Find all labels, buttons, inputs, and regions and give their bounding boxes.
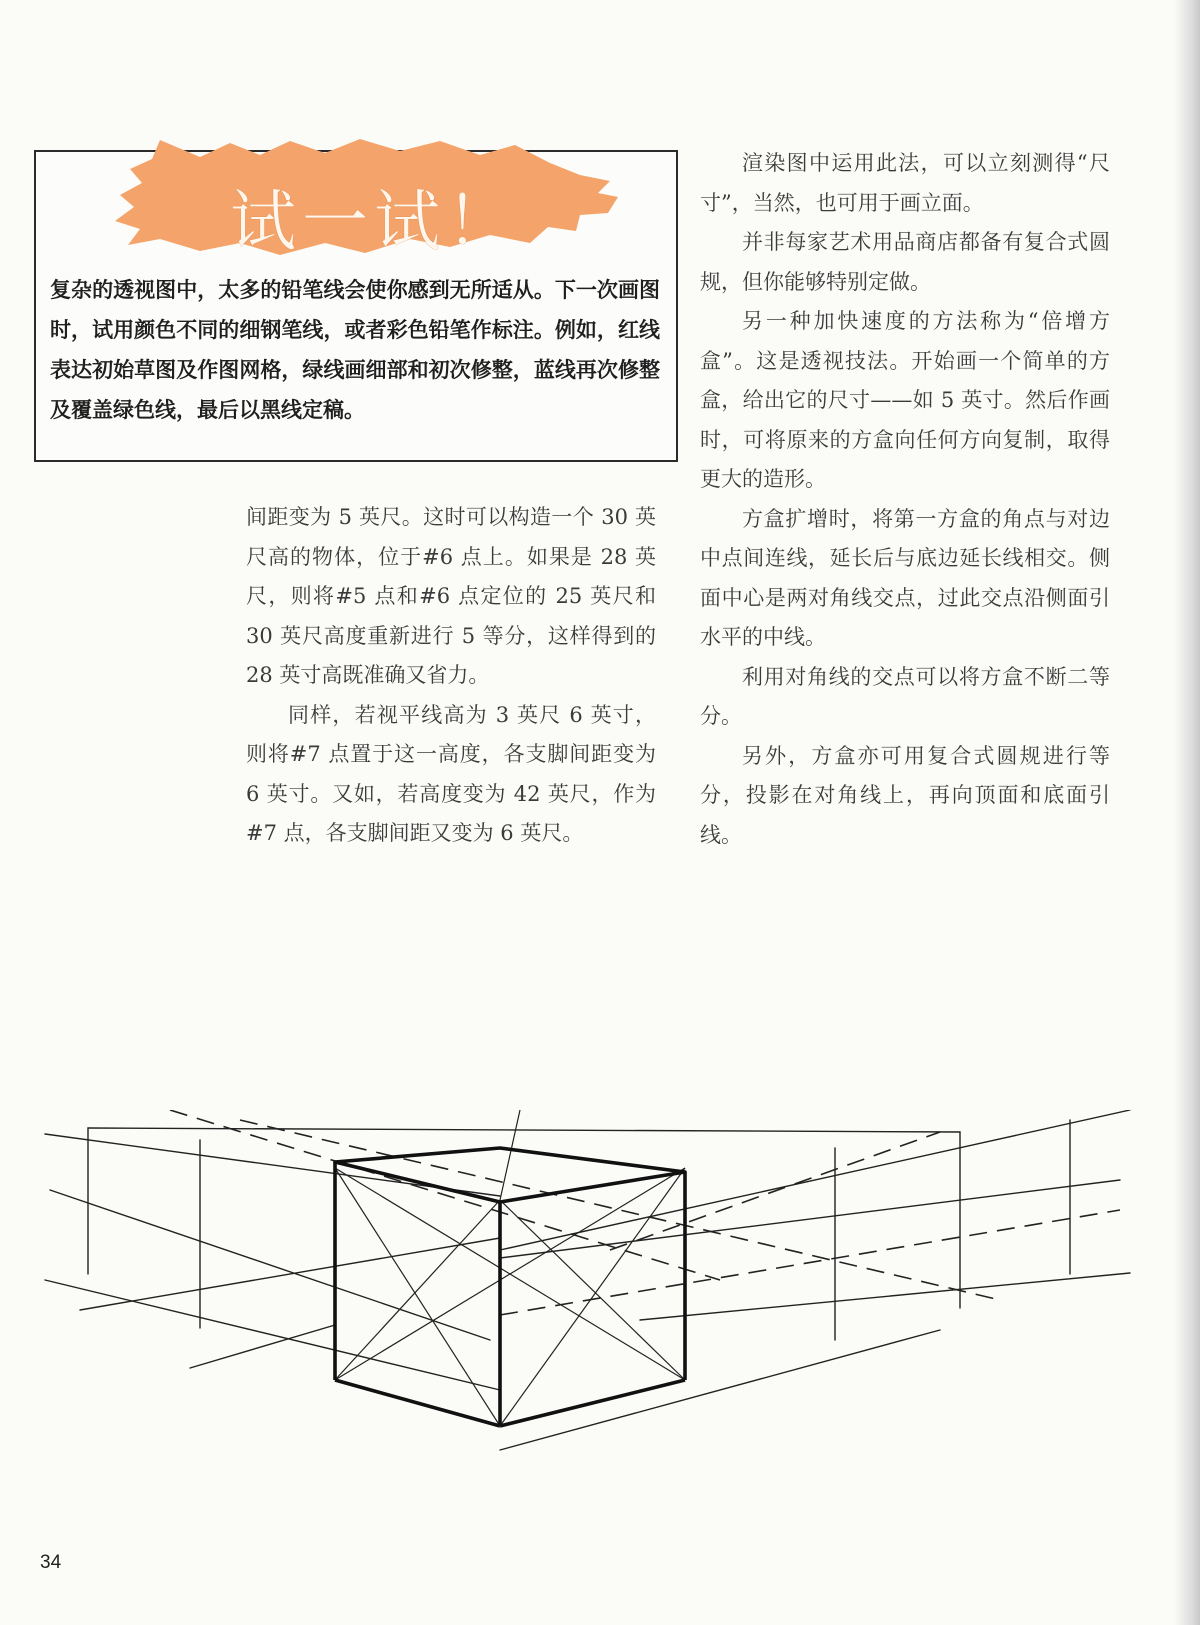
middle-column xyxy=(246,498,656,854)
tip-body: 复杂的透视图中，太多的铅笔线会使你感到无所适从。下一次画图时，试用颜色不同的细钢笔线，或者彩色铅笔作标注。例如，红线表达初始草图及作图网格，绿线画细部和初次修整，蓝线再次修整及覆盖绿色线，最后以黑线定稿。 xyxy=(50,278,660,422)
middle-paragraph-1: 间距变为 5 英尺。这时可以构造一个 30 英尺高的物体，位于#6 点上。如果是 28 英尺，则将#5 点和#6 点定位的 25 英尺和 30 英尺高度重新进行 5 等分，这样得到的 28 英寸高既准确又省力。 xyxy=(246,505,656,687)
right-paragraph-4: 方盒扩增时，将第一方盒的角点与对边中点间连线，延长后与底边延长线相交。侧面中心是两对角线交点，过此交点沿侧面引水平的中线。 xyxy=(700,506,1110,649)
right-column xyxy=(700,144,1110,855)
page-edge-shadow xyxy=(1174,0,1200,1625)
right-paragraph-3: 另一种加快速度的方法称为“倍增方盒”。这是透视技法。开始画一个简单的方盒，给出它的尺寸——如 5 英寸。然后作画时，可将原来的方盒向任何方向复制，取得更大的造形。 xyxy=(700,309,1110,491)
box-multiplication-diagram xyxy=(40,1110,1170,1490)
page-number: 34 xyxy=(40,1552,62,1573)
tip-title: 试一试！ xyxy=(230,183,518,260)
right-paragraph-1: 渲染图中运用此法，可以立刻测得“尺寸”，当然，也可用于画立面。 xyxy=(700,151,1110,215)
right-paragraph-2: 并非每家艺术用品商店都备有复合式圆规，但你能够特别定做。 xyxy=(700,230,1110,294)
right-paragraph-6: 另外，方盒亦可用复合式圆规进行等分，投影在对角线上，再向顶面和底面引线。 xyxy=(700,743,1110,847)
right-paragraph-5: 利用对角线的交点可以将方盒不断二等分。 xyxy=(700,664,1110,728)
middle-paragraph-2: 同样，若视平线高为 3 英尺 6 英寸，则将#7 点置于这一高度，各支脚间距变为 6 英寸。又如，若高度变为 42 英尺，作为#7 点，各支脚间距又变为 6 英尺。 xyxy=(246,702,656,845)
